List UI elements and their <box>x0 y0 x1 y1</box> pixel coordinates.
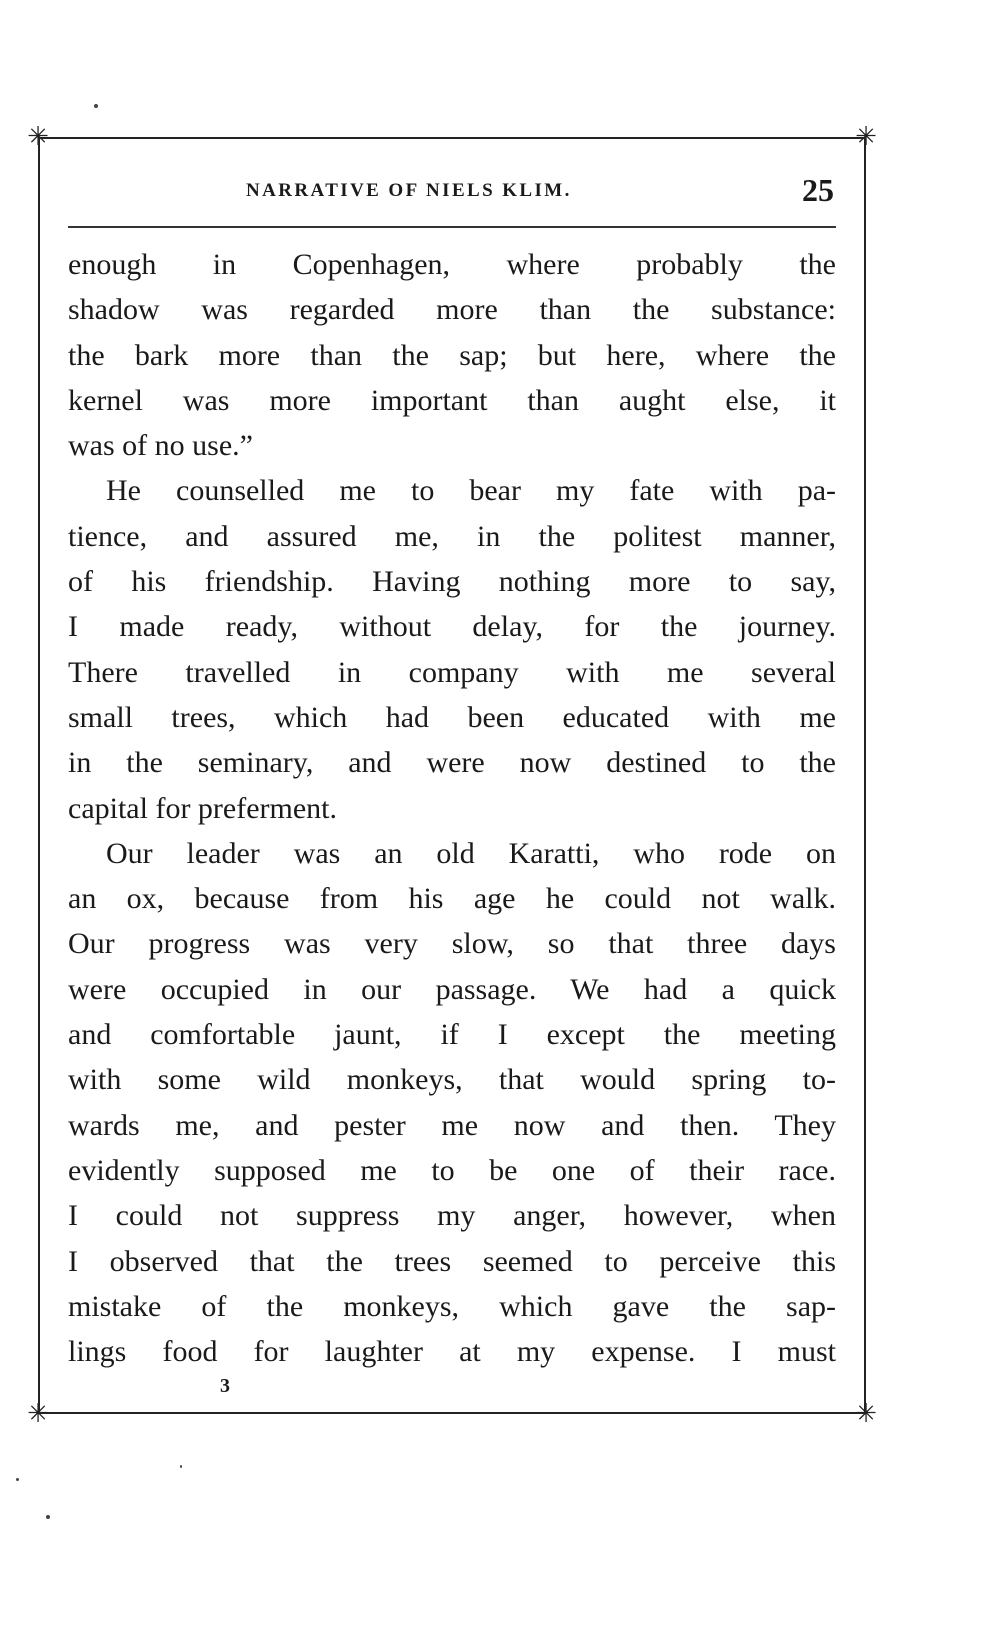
text-line: Our leader was an old Karatti, who rode on <box>106 836 836 870</box>
text-line: of his friendship. Having nothing more to say, <box>68 565 836 599</box>
signature-mark: 3 <box>220 1375 230 1397</box>
text-line: I observed that the trees seemed to perceive this <box>68 1244 836 1278</box>
text-line: were occupied in our passage. We had a quick <box>68 972 836 1006</box>
print-speck <box>180 1465 182 1468</box>
text-line: kernel was more important than aught else, it <box>68 383 836 417</box>
text-line: Our progress was very slow, so that three days <box>68 927 836 961</box>
text-line: with some wild monkeys, that would spring to- <box>68 1063 836 1097</box>
text-line: wards me, and pester me now and then. They <box>68 1108 836 1142</box>
running-head <box>68 172 836 212</box>
running-title: NARRATIVE OF NIELS KLIM. <box>246 180 572 201</box>
body-text <box>68 242 836 1374</box>
text-line: capital for preferment. <box>68 791 338 825</box>
text-line: the bark more than the sap; but here, where the <box>68 338 836 372</box>
text-line: lings food for laughter at my expense. I must <box>68 1335 836 1369</box>
text-line: I made ready, without delay, for the journey. <box>68 610 836 644</box>
text-line: He counselled me to bear my fate with pa- <box>106 474 836 508</box>
text-line: an ox, because from his age he could not walk. <box>68 882 836 916</box>
corner-ornament-bottom-right: ✳ <box>855 1399 877 1429</box>
text-line: enough in Copenhagen, where probably the <box>68 248 836 281</box>
text-line: tience, and assured me, in the politest manner, <box>68 519 836 553</box>
paragraph-3 <box>68 831 836 1375</box>
corner-ornament-top-right: ✳ <box>855 122 877 152</box>
text-line: mistake of the monkeys, which gave the sap- <box>68 1289 836 1323</box>
text-line: and comfortable jaunt, if I except the meeting <box>68 1018 836 1052</box>
page-number: 25 <box>802 172 834 208</box>
text-line: I could not suppress my anger, however, when <box>68 1199 836 1233</box>
header-rule <box>68 226 836 228</box>
text-line: in the seminary, and were now destined to the <box>68 746 836 780</box>
paragraph-1 <box>68 242 836 468</box>
text-line: There travelled in company with me several <box>68 655 836 689</box>
text-line: shadow was regarded more than the substance: <box>68 293 836 327</box>
text-line: small trees, which had been educated with me <box>68 700 836 734</box>
corner-ornament-bottom-left: ✳ <box>27 1399 49 1429</box>
text-line: was of no use.” <box>68 429 253 463</box>
print-speck <box>16 1478 19 1481</box>
print-speck <box>46 1515 50 1519</box>
print-speck <box>94 104 98 108</box>
paragraph-2 <box>68 468 836 830</box>
corner-ornament-top-left: ✳ <box>27 122 49 152</box>
text-line: evidently supposed me to be one of their race. <box>68 1153 836 1187</box>
